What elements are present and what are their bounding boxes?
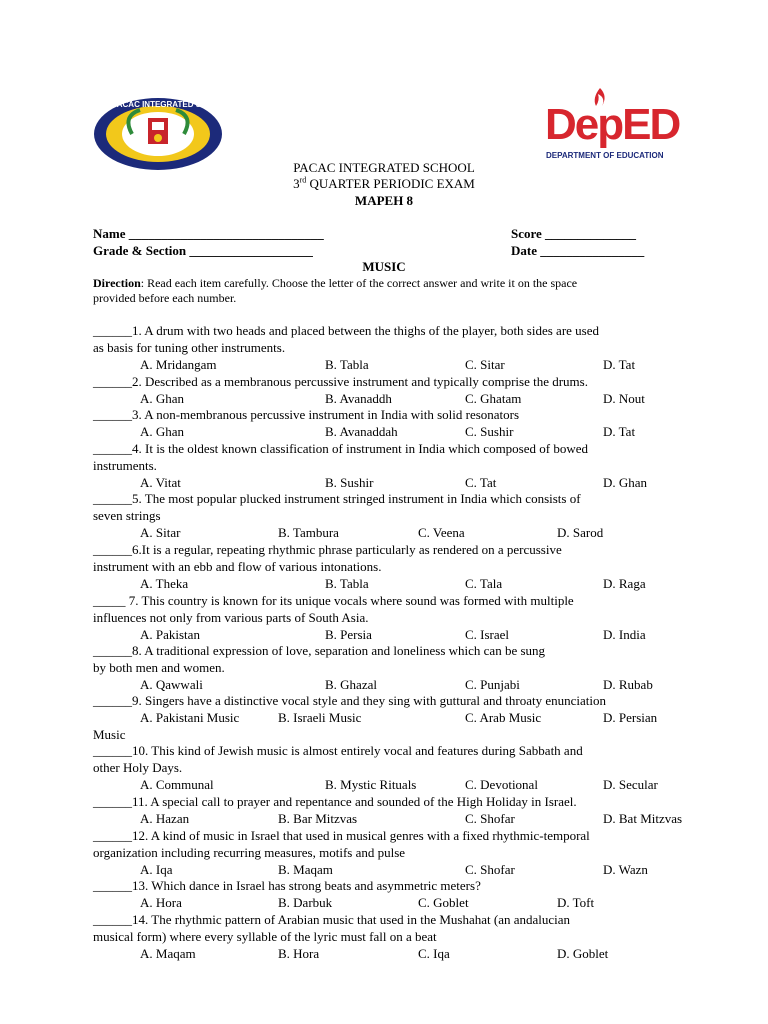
choice-d: D. Raga xyxy=(603,576,646,591)
choice-d: D. Tat xyxy=(603,357,636,372)
choice-d: D. Ghan xyxy=(603,475,648,490)
choice-d: D. Rubab xyxy=(603,677,653,692)
grade-section-field[interactable]: Grade & Section ___________________ xyxy=(93,243,313,258)
choice-d: D. Nout xyxy=(603,391,645,406)
choice-b: B. Tabla xyxy=(325,357,369,372)
choice-b: B. Darbuk xyxy=(278,895,333,910)
choice-c: C. Israel xyxy=(465,627,510,642)
choice-c: C. Ghatam xyxy=(465,391,522,406)
choice-b: B. Hora xyxy=(278,946,320,961)
choice-c: C. Veena xyxy=(418,525,465,540)
exam-title xyxy=(0,176,768,192)
question-text: ______6.It is a regular, repeating rhythmic phrase particularly as rendered on a percussive xyxy=(93,542,562,557)
quarter-text: QUARTER PERIODIC EXAM xyxy=(306,176,475,191)
choice-a: A. Iqa xyxy=(140,862,173,877)
choice-a: A. Pakistan xyxy=(140,627,200,642)
choice-d: D. Toft xyxy=(557,895,595,910)
choice-a: A. Sitar xyxy=(140,525,181,540)
choice-b: B. Ghazal xyxy=(325,677,377,692)
deped-subtitle: DEPARTMENT OF EDUCATION xyxy=(546,151,664,160)
choice-c: C. Sushir xyxy=(465,424,514,439)
question-text-cont: instrument with an ebb and flow of various intonations. xyxy=(93,559,382,574)
question-text-cont: influences not only from various parts of South Asia. xyxy=(93,610,369,625)
choice-b: B. Mystic Rituals xyxy=(325,777,417,792)
school-logo-text: PACAC INTEGRATED SCHOOL xyxy=(112,100,230,109)
choice-wrap: Music xyxy=(93,727,126,742)
choice-b: B. Tabla xyxy=(325,576,369,591)
subject-title: MAPEH 8 xyxy=(354,193,414,208)
question-text-cont: other Holy Days. xyxy=(93,760,183,775)
question-text: ______4. It is the oldest known classification of instrument in India which composed of bowed xyxy=(93,441,588,456)
question-text-cont: seven strings xyxy=(93,508,161,523)
question-text: ______12. A kind of music in Israel that used in musical genres with a fixed rhythmic-temporal xyxy=(93,828,590,843)
choice-c: C. Punjabi xyxy=(465,677,520,692)
choice-b: B. Persia xyxy=(325,627,372,642)
question-text: ______9. Singers have a distinctive vocal style and they sing with guttural and throaty enunciation xyxy=(93,693,607,708)
quarter-suffix: rd xyxy=(299,175,307,185)
question-text: ______13. Which dance in Israel has strong beats and asymmetric meters? xyxy=(93,878,481,893)
choice-a: A. Hora xyxy=(140,895,182,910)
question-text: ______8. A traditional expression of love, separation and loneliness which can be sung xyxy=(93,643,546,658)
choice-a: A. Vitat xyxy=(140,475,181,490)
name-field[interactable]: Name ______________________________ xyxy=(93,226,324,241)
choice-b: B. Avanaddh xyxy=(325,391,392,406)
question-text: ______5. The most popular plucked instrument stringed instrument in India which consists of xyxy=(93,491,581,506)
choice-b: B. Bar Mitzvas xyxy=(278,811,358,826)
school-name: PACAC INTEGRATED SCHOOL xyxy=(293,160,475,175)
choice-d: D. Sarod xyxy=(557,525,604,540)
choice-a: A. Qawwali xyxy=(140,677,203,692)
choice-b: B. Maqam xyxy=(278,862,333,877)
question-text: ______3. A non-membranous percussive instrument in India with solid resonators xyxy=(93,407,520,422)
choice-a: A. Ghan xyxy=(140,424,185,439)
question-text-cont: by both men and women. xyxy=(93,660,225,675)
deped-logo: DepED xyxy=(545,100,680,149)
directions-line2: provided before each number. xyxy=(93,291,237,305)
choice-a: A. Maqam xyxy=(140,946,196,961)
question-text: ______2. Described as a membranous percussive instrument and typically comprise the drums. xyxy=(93,374,588,389)
choice-a: A. Theka xyxy=(140,576,189,591)
question-text-cont: organization including recurring measures, motifs and pulse xyxy=(93,845,406,860)
choice-c: C. Iqa xyxy=(418,946,450,961)
quarter-number: 3 xyxy=(293,176,300,191)
choice-d: D. Goblet xyxy=(557,946,609,961)
choice-c: C. Goblet xyxy=(418,895,469,910)
choice-c: C. Devotional xyxy=(465,777,538,792)
directions xyxy=(93,276,577,291)
choice-b: B. Sushir xyxy=(325,475,374,490)
choice-a: A. Pakistani Music xyxy=(140,710,240,725)
choice-c: C. Tat xyxy=(465,475,497,490)
choice-c: C. Tala xyxy=(465,576,503,591)
question-text: ______14. The rhythmic pattern of Arabian music that used in the Mushahat (an andalucian xyxy=(93,912,571,927)
choice-d: D. Persian xyxy=(603,710,658,725)
choice-c: C. Arab Music xyxy=(465,710,542,725)
choice-d: D. Tat xyxy=(603,424,636,439)
choice-c: C. Sitar xyxy=(465,357,505,372)
choice-a: A. Ghan xyxy=(140,391,185,406)
direction-text: : Read each item carefully. Choose the letter of the correct answer and write it on the space xyxy=(140,276,578,290)
choice-a: A. Mridangam xyxy=(140,357,217,372)
choice-c: C. Shofar xyxy=(465,811,515,826)
choice-d: D. Secular xyxy=(603,777,658,792)
question-text: ______11. A special call to prayer and repentance and sounded of the High Holiday in Israel. xyxy=(93,794,577,809)
choice-a: A. Communal xyxy=(140,777,214,792)
direction-label: Direction xyxy=(93,276,141,290)
question-text: _____ 7. This country is known for its unique vocals where sound was formed with multiple xyxy=(93,593,574,608)
question-text-cont: as basis for tuning other instruments. xyxy=(93,340,286,355)
choice-d: D. India xyxy=(603,627,646,642)
choice-d: D. Wazn xyxy=(603,862,648,877)
score-field[interactable]: Score ______________ xyxy=(511,226,637,241)
date-field[interactable]: Date ________________ xyxy=(511,243,645,258)
choice-b: B. Tambura xyxy=(278,525,339,540)
question-text: ______1. A drum with two heads and placed between the thighs of the player, both sides are used xyxy=(93,323,600,338)
choice-b: B. Israeli Music xyxy=(278,710,362,725)
question-text-cont: instruments. xyxy=(93,458,157,473)
question-text-cont: musical form) where every syllable of the lyric must fall on a beat xyxy=(93,929,437,944)
choice-c: C. Shofar xyxy=(465,862,515,877)
choice-a: A. Hazan xyxy=(140,811,190,826)
choice-b: B. Avanaddah xyxy=(325,424,398,439)
question-text: ______10. This kind of Jewish music is almost entirely vocal and features during Sabbath and xyxy=(93,743,583,758)
choice-d: D. Bat Mitzvas xyxy=(603,811,683,826)
section-title: MUSIC xyxy=(362,259,406,274)
